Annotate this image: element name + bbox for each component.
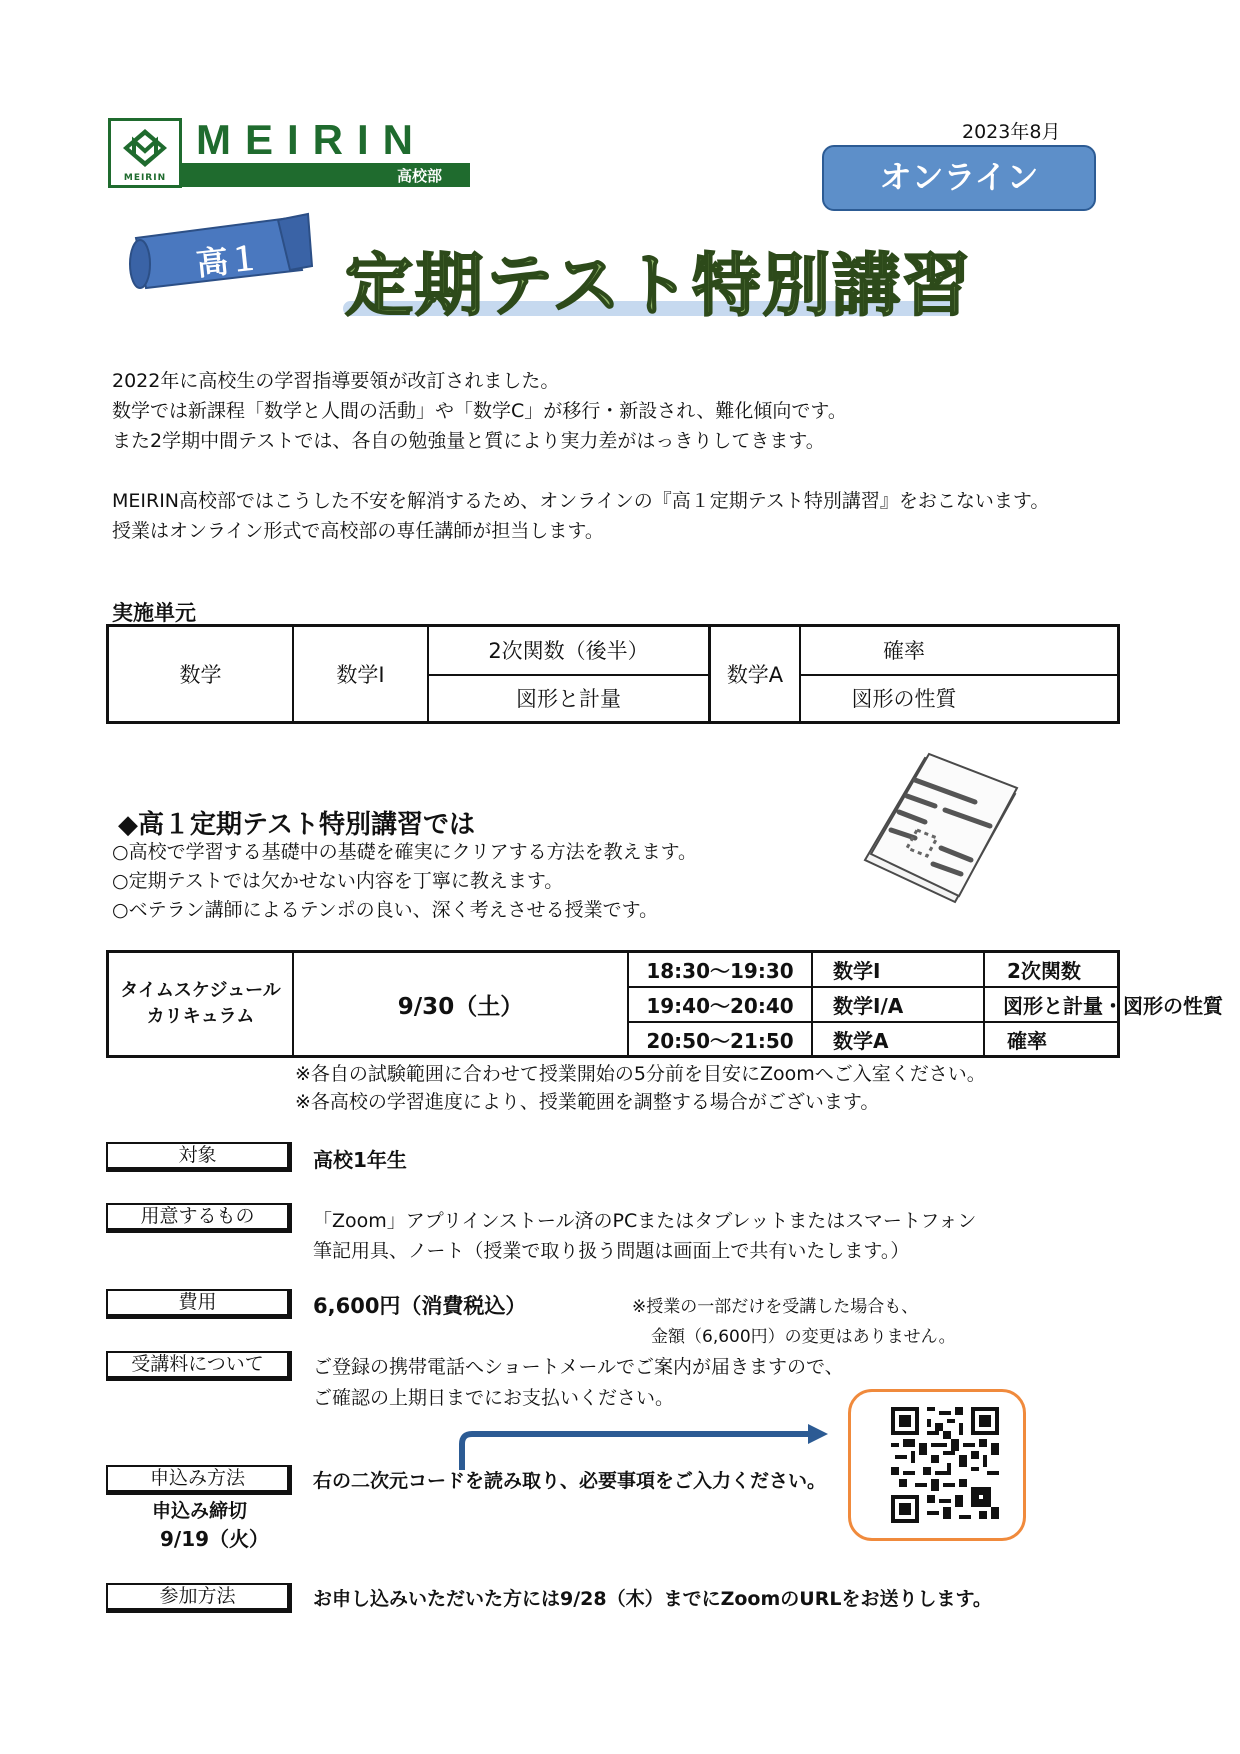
join-label: 参加方法 [106, 1583, 292, 1613]
schedule-table [106, 950, 1223, 1058]
features-heading: ◆高１定期テスト特別講習では [118, 810, 475, 840]
deadline-label: 申込み締切 [152, 1500, 248, 1522]
fee-label: 費用 [106, 1289, 292, 1319]
units-heading: 実施単元 [112, 601, 196, 625]
intro-line: また2学期中間テストでは、各自の勉強量と質により実力差がはっきりしてきます。 [112, 430, 825, 452]
schedule-date: 9/30（土） [397, 993, 524, 1020]
units-subject: 数学 [179, 663, 222, 687]
intro-line: 数学では新課程「数学と人間の活動」や「数学C」が移行・新設され、難化傾向です。 [112, 400, 847, 422]
schedule-subject: 数学Ⅰ [833, 959, 881, 983]
intro-text [112, 366, 1049, 546]
schedule-time: 20:50～21:50 [646, 1028, 794, 1053]
apply-label: 申込み方法 [106, 1465, 292, 1495]
brand-subtitle: 高校部 [396, 167, 442, 185]
schedule-subject: 数学A [833, 1028, 889, 1053]
units-math1-topic: 図形と計量 [516, 687, 621, 711]
feature-item: ○高校で学習する基礎中の基礎を確実にクリアする方法を教えます。 [112, 841, 698, 863]
payment-line: ご確認の上期日までにお支払いください。 [313, 1387, 675, 1409]
units-mathA-topic: 確率 [883, 639, 925, 663]
feature-item: ○ベテラン講師によるテンポの良い、深く考えさせる授業です。 [112, 899, 659, 921]
test-paper-illustration-icon [855, 750, 1025, 910]
schedule-time: 18:30～19:30 [646, 959, 794, 983]
brand-name: MEIRIN [196, 116, 427, 163]
units-mathA: 数学A [726, 663, 784, 687]
join-value: お申し込みいただいた方には9/28（木）までにZoomのURLをお送りします。 [313, 1588, 992, 1610]
target-label: 対象 [106, 1142, 292, 1172]
schedule-subject: 数学Ⅰ/A [833, 994, 904, 1018]
schedule-note: ※各高校の学習進度により、授業範囲を調整する場合がございます。 [295, 1091, 880, 1113]
intro-line: 授業はオンライン形式で高校部の専任講師が担当します。 [112, 520, 604, 542]
schedule-note: ※各自の試験範囲に合わせて授業開始の5分前を目安にZoomへご入室ください。 [295, 1063, 986, 1085]
schedule-label [109, 953, 292, 1055]
schedule-topic: 確率 [1007, 1028, 1047, 1053]
online-badge: オンライン [822, 145, 1096, 211]
schedule-topic: 2次関数 [1007, 959, 1081, 983]
units-math1: 数学Ⅰ [336, 663, 385, 687]
intro-line: MEIRIN高校部ではこうした不安を解消するため、オンラインの『高１定期テスト特別講習』をおこないます。 [112, 490, 1050, 512]
target-value: 高校1年生 [313, 1148, 407, 1172]
payment-label: 受講料について [106, 1351, 292, 1381]
fee-note: 金額（6,600円）の変更はありません。 [651, 1327, 956, 1347]
grade-badge: 高１ [194, 238, 263, 284]
schedule-time: 19:40～20:40 [646, 994, 794, 1018]
logo-emblem-icon [119, 127, 171, 169]
deadline-value: 9/19（火） [160, 1527, 270, 1551]
main-title: 定期テスト特別講習 [345, 247, 973, 326]
schedule-topic: 図形と計量・図形の性質 [1003, 994, 1223, 1018]
units-math1-topic: 2次関数（後半） [488, 639, 649, 663]
apply-value: 右の二次元コードを読み取り、必要事項をご入力ください。 [313, 1470, 827, 1492]
units-table [106, 624, 1120, 724]
qr-code-frame[interactable] [848, 1389, 1026, 1541]
schedule-label-line1: タイムスケジュール [120, 980, 281, 1001]
prepare-line: 筆記用具、ノート（授業で取り扱う問題は画面上で共有いたします。） [313, 1240, 910, 1262]
units-mathA-topic: 図形の性質 [851, 687, 957, 711]
issue-date: 2023年8月 [962, 121, 1061, 143]
schedule-label-line2: カリキュラム [146, 1006, 255, 1027]
logo-small-text: MEIRIN [123, 173, 167, 183]
fee-note: ※授業の一部だけを受講した場合も、 [632, 1297, 919, 1317]
prepare-line: 「Zoom」アプリインストール済のPCまたはタブレットまたはスマートフォン [313, 1210, 977, 1232]
intro-line: 2022年に高校生の学習指導要領が改訂されました。 [112, 370, 560, 392]
prepare-label: 用意するもの [106, 1203, 292, 1233]
brand-bar [180, 163, 470, 187]
qr-code-icon[interactable] [891, 1407, 999, 1523]
meirin-logo-emblem [108, 118, 182, 188]
fee-value: 6,600円（消費税込） [313, 1294, 527, 1318]
payment-line: ご登録の携帯電話へショートメールでご案内が届きますので、 [313, 1356, 844, 1378]
feature-item: ○定期テストでは欠かせない内容を丁寧に教えます。 [112, 870, 564, 892]
features-list [112, 838, 697, 925]
